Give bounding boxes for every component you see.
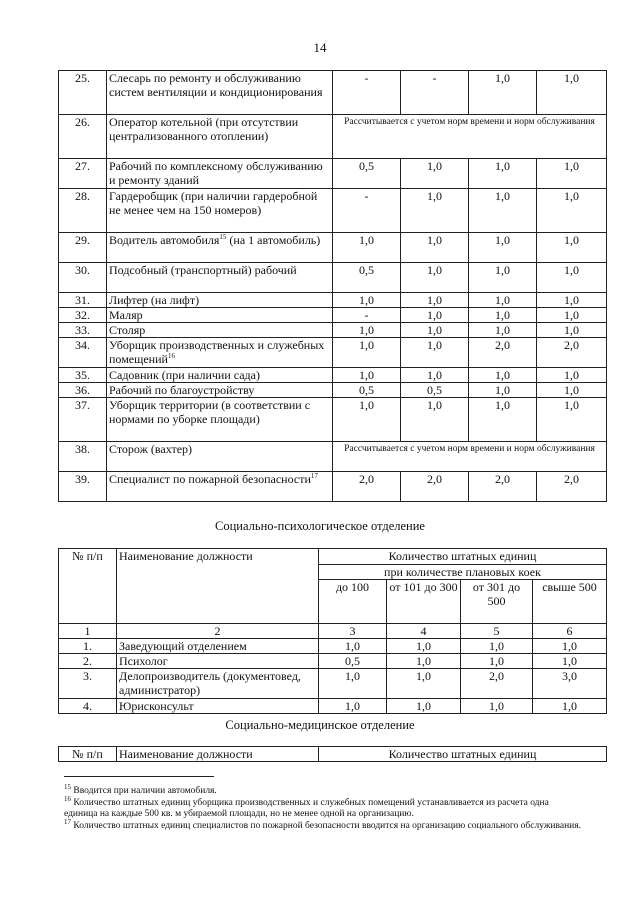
position-name-text: Лифтер (на лифт): [109, 293, 200, 307]
psych-staffing-table: [58, 548, 607, 714]
footnote-17: $^{17}$ Количество штатных единиц специалистов по пожарной безопасности вводится на организацию социального обслуживания.: [64, 817, 581, 831]
table-row: [59, 338, 607, 368]
index-cell: 3: [319, 624, 387, 639]
row-number: 36.: [59, 383, 107, 398]
table-row: [59, 189, 607, 233]
row-number: 33.: [59, 323, 107, 338]
table-row: [59, 669, 607, 699]
index-cell: 5: [461, 624, 533, 639]
table-row: [59, 115, 607, 159]
section-title-med: Социально-медицинское отделение: [225, 718, 415, 732]
med-staffing-table: [58, 746, 607, 762]
staff-units-col-1: 1,0: [333, 293, 401, 308]
header-name: Наименование должности: [117, 549, 319, 624]
header-col-3: от 301 до 500: [461, 580, 533, 624]
index-cell: 4: [387, 624, 461, 639]
staff-units-col-3: 1,0: [469, 189, 537, 233]
staff-units-col-2: 1,0: [401, 293, 469, 308]
position-name: [107, 383, 333, 398]
position-name-text: Специалист по пожарной безопасности: [109, 472, 311, 486]
staff-units-col-1: 0,5: [333, 263, 401, 293]
header-col-1: до 100: [319, 580, 387, 624]
staffing-table-continued: [58, 70, 607, 502]
staff-units-col-1: 1,0: [333, 398, 401, 442]
position-name: [107, 159, 333, 189]
table-row: [59, 71, 607, 115]
staff-units-col-1: 1,0: [333, 368, 401, 383]
header-count: Количество штатных единиц: [319, 747, 607, 762]
staff-units-col-4: 1,0: [537, 323, 607, 338]
row-number: 2.: [59, 654, 117, 669]
page-number: 14: [313, 40, 327, 55]
table-row: [59, 263, 607, 293]
header-col-4: свыше 500: [533, 580, 607, 624]
position-name-text: Сторож (вахтер): [109, 442, 193, 456]
staff-units-col-4: 1,0: [537, 159, 607, 189]
table-row: [59, 442, 607, 472]
staff-units-col-2: 1,0: [401, 308, 469, 323]
row-number: 39.: [59, 472, 107, 502]
header-col-2: от 101 до 300: [387, 580, 461, 624]
position-name: [107, 71, 333, 115]
staff-units-col-4: 1,0: [537, 233, 607, 263]
staff-units-col-4: 1,0: [537, 398, 607, 442]
header-num: № п/п: [59, 549, 117, 624]
position-name-text: Водитель автомобиля: [109, 233, 220, 247]
staff-units-col-1: 1,0: [333, 233, 401, 263]
position-name-text: Уборщик производственных и служебных помещений: [109, 338, 325, 366]
row-number: 30.: [59, 263, 107, 293]
staff-units-col-2: 1,0: [401, 338, 469, 368]
staff-units-col-3: 1,0: [469, 233, 537, 263]
staff-units-col-3: 2,0: [469, 472, 537, 502]
position-name: Психолог: [117, 654, 319, 669]
footnote-rule: [64, 776, 214, 777]
staff-units-col-4: 1,0: [537, 263, 607, 293]
staff-units-col-2: 1,0: [401, 159, 469, 189]
table-row: [59, 654, 607, 669]
staff-units-col-4: 1,0: [533, 699, 607, 714]
footnote-ref: 15: [219, 233, 227, 241]
table-row: [59, 293, 607, 308]
table-row: [59, 308, 607, 323]
position-name: [107, 472, 333, 502]
staff-units-col-1: 0,5: [319, 654, 387, 669]
staff-units-col-4: 1,0: [533, 654, 607, 669]
position-name-text: Маляр: [109, 308, 143, 322]
position-name: [107, 323, 333, 338]
staff-units-col-3: 2,0: [469, 338, 537, 368]
staff-units-col-4: 1,0: [533, 639, 607, 654]
position-name: [107, 115, 333, 159]
staff-units-col-2: 1,0: [387, 669, 461, 699]
staff-units-col-3: 2,0: [461, 669, 533, 699]
staff-units-col-2: -: [401, 71, 469, 115]
position-name: [107, 338, 333, 368]
staff-units-col-1: 1,0: [333, 323, 401, 338]
position-name: [107, 233, 333, 263]
position-name: Делопроизводитель (документовед, администратор): [117, 669, 319, 699]
position-name: [107, 293, 333, 308]
row-number: 29.: [59, 233, 107, 263]
index-cell: 2: [117, 624, 319, 639]
row-number: 26.: [59, 115, 107, 159]
staff-units-col-3: 1,0: [469, 293, 537, 308]
staff-units-col-2: 1,0: [387, 654, 461, 669]
position-name-text: Слесарь по ремонту и обслуживанию систем вентиляции и кондиционирования: [109, 71, 323, 99]
section-title-psych: Социально-психологическое отделение: [215, 519, 425, 533]
row-number: 3.: [59, 669, 117, 699]
position-name: [107, 263, 333, 293]
footnote-ref: 17: [310, 472, 318, 480]
footnote-16: $^{16}$ Количество штатных единиц уборщика производственных и служебных помещений устанавливается из расчета одна единица на каждые 500 кв. м убираемой площади, но не менее одной на организацию.: [64, 794, 549, 819]
row-number: 31.: [59, 293, 107, 308]
row-number: 34.: [59, 338, 107, 368]
calculation-note: Рассчитывается с учетом норм времени и норм обслуживания: [333, 442, 607, 472]
footnote-ref: 16: [167, 352, 175, 360]
staff-units-col-2: 1,0: [401, 398, 469, 442]
table-row: [59, 383, 607, 398]
table-row: [59, 472, 607, 502]
staff-units-col-3: 1,0: [461, 639, 533, 654]
row-number: 32.: [59, 308, 107, 323]
staff-units-col-2: 1,0: [401, 323, 469, 338]
position-name-text: Столяр: [109, 323, 146, 337]
staff-units-col-4: 1,0: [537, 308, 607, 323]
staff-units-col-2: 2,0: [401, 472, 469, 502]
table-row: [59, 233, 607, 263]
table-row: [59, 639, 607, 654]
row-number: 35.: [59, 368, 107, 383]
index-cell: 6: [533, 624, 607, 639]
position-name: [107, 398, 333, 442]
staff-units-col-1: 1,0: [333, 338, 401, 368]
calculation-note: Рассчитывается с учетом норм времени и норм обслуживания: [333, 115, 607, 159]
staff-units-col-2: 1,0: [401, 189, 469, 233]
position-name-text: Рабочий по благоустройству: [109, 383, 255, 397]
staff-units-col-4: 1,0: [537, 383, 607, 398]
staff-units-col-2: 1,0: [387, 699, 461, 714]
staff-units-col-2: 0,5: [401, 383, 469, 398]
staff-units-col-3: 1,0: [469, 383, 537, 398]
staff-units-col-2: 1,0: [387, 639, 461, 654]
footnotes: [64, 782, 584, 832]
row-number: 37.: [59, 398, 107, 442]
staff-units-col-4: 1,0: [537, 368, 607, 383]
staff-units-col-4: 1,0: [537, 71, 607, 115]
staff-units-col-4: 1,0: [537, 293, 607, 308]
table-row: [59, 368, 607, 383]
staff-units-col-3: 1,0: [469, 159, 537, 189]
staff-units-col-3: 1,0: [469, 263, 537, 293]
table-row: [59, 323, 607, 338]
staff-units-col-1: 1,0: [319, 669, 387, 699]
position-name-text: Уборщик территории (в соответствии с нормами по уборке площади): [109, 398, 311, 426]
staff-units-col-1: 2,0: [333, 472, 401, 502]
header-name: Наименование должности: [117, 747, 319, 762]
table-row: [59, 159, 607, 189]
staff-units-col-3: 1,0: [469, 323, 537, 338]
staff-units-col-3: 1,0: [461, 654, 533, 669]
footnote-15: $^{15}$ Вводится при наличии автомобиля.: [64, 782, 217, 796]
staff-units-col-3: 1,0: [469, 71, 537, 115]
position-name: [107, 189, 333, 233]
row-number: 38.: [59, 442, 107, 472]
staff-units-col-3: 1,0: [469, 398, 537, 442]
position-name-text: Гардеробщик (при наличии гардеробной не менее чем на 150 номеров): [109, 189, 318, 217]
staff-units-col-1: 0,5: [333, 383, 401, 398]
staff-units-col-1: 1,0: [319, 699, 387, 714]
staff-units-col-2: 1,0: [401, 368, 469, 383]
row-number: 1.: [59, 639, 117, 654]
index-cell: 1: [59, 624, 117, 639]
staff-units-col-1: 0,5: [333, 159, 401, 189]
staff-units-col-1: -: [333, 189, 401, 233]
staff-units-col-4: 2,0: [537, 338, 607, 368]
position-name-tail: (на 1 автомобиль): [226, 233, 321, 247]
position-name: Юрисконсульт: [117, 699, 319, 714]
table-row: [59, 699, 607, 714]
staff-units-col-1: -: [333, 308, 401, 323]
row-number: 4.: [59, 699, 117, 714]
header-count: Количество штатных единиц: [319, 549, 607, 565]
table-row: [59, 398, 607, 442]
row-number: 25.: [59, 71, 107, 115]
staff-units-col-2: 1,0: [401, 233, 469, 263]
staff-units-col-2: 1,0: [401, 263, 469, 293]
staff-units-col-3: 1,0: [469, 308, 537, 323]
staff-units-col-4: 1,0: [537, 189, 607, 233]
position-name-text: Садовник (при наличии сада): [109, 368, 260, 382]
position-name-text: Рабочий по комплексному обслуживанию и ремонту зданий: [109, 159, 323, 187]
row-number: 27.: [59, 159, 107, 189]
position-name: [107, 442, 333, 472]
position-name: Заведующий отделением: [117, 639, 319, 654]
header-beds: при количестве плановых коек: [319, 565, 607, 580]
staff-units-col-1: 1,0: [319, 639, 387, 654]
position-name: [107, 308, 333, 323]
position-name: [107, 368, 333, 383]
staff-units-col-3: 1,0: [461, 699, 533, 714]
row-number: 28.: [59, 189, 107, 233]
header-num: № п/п: [59, 747, 117, 762]
staff-units-col-4: 3,0: [533, 669, 607, 699]
staff-units-col-1: -: [333, 71, 401, 115]
position-name-text: Подсобный (транспортный) рабочий: [109, 263, 297, 277]
staff-units-col-4: 2,0: [537, 472, 607, 502]
staff-units-col-3: 1,0: [469, 368, 537, 383]
position-name-text: Оператор котельной (при отсутствии централизованного отоплении): [109, 115, 299, 143]
